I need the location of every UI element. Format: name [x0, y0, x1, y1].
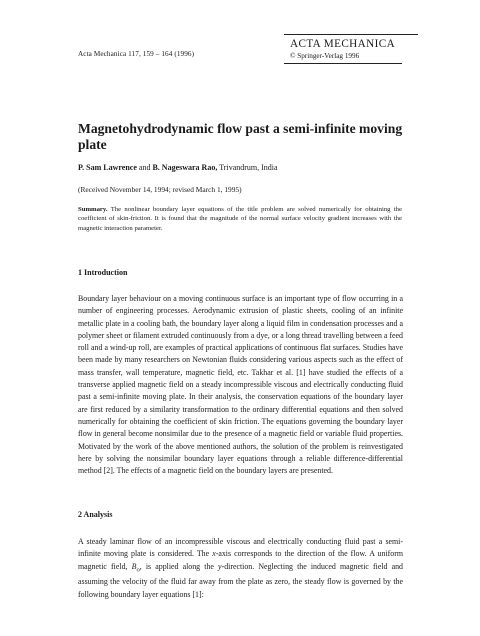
masthead-bottom-rule [284, 63, 402, 64]
author-2: B. Nageswara Rao, [152, 163, 218, 172]
journal-name: ACTA MECHANICA [290, 38, 396, 50]
introduction-paragraph: Boundary layer behaviour on a moving continuous surface is an important type of flow occurring in a number of engineering processes. Aerodynamic extrusion of plastic sheets, cooling of an infinite metallic plate in a cooling bath, the boundary layer along a liquid film in condensation processes and a polymer sheet or filament extruded continuously from a dye, or a long thread travelling between a feed roll and a wind-up roll, are examples of practical applications of continuous flat surfaces. Studies have been made by many researchers on Newtonian fluids considering various aspects such as the effect of mass transfer, wall temperature, magnetic field, etc. Takhar et al. [1] have studied the effects of a transverse applied magnetic field on a steady incompressible viscous and electrically conducting fluid past a semi-infinite moving plate. In their analysis, the conservation equations of the boundary layer are first reduced by a similarity transformation to the ordinary differential equations and then solved numerically for obtaining the coefficient of skin friction. The equations governing the boundary layer flow in general become nonsimilar due to the presence of a magnetic field or variable fluid properties. Motivated by the work of the above mentioned authors, the solution of the problem is reinvestigated here by solving the nonsimilar boundary layer equations through a reliable difference-differential method [2]. The effects of a magnetic field on the boundary layers are presented. [78, 294, 403, 476]
analysis-text-a: A steady laminar flow of an incompressible viscous and electrically conducting fluid past a semi-infinite moving plate is considered. The [78, 537, 403, 559]
summary-text: The nonlinear boundary layer equations of the title problem are solved numerically for obtaining the coefficient of skin-friction. It is found that the magnitude of the normal surface velocity gradient increases with the magnetic interaction parameter. [78, 206, 402, 232]
var-B: B [131, 561, 137, 571]
journal-masthead [284, 34, 418, 64]
section-heading-analysis: 2 Analysis [78, 510, 113, 519]
analysis-paragraph [78, 536, 403, 601]
analysis-text-b: -axis corresponds to the direction of the flow. A uniform magnetic field, [78, 549, 403, 571]
var-y: y [218, 561, 222, 571]
summary-paragraph [78, 205, 402, 233]
received-dates: (Received November 14, 1994; revised March 1, 1995) [78, 185, 242, 194]
analysis-text-c: , is applied along the [139, 561, 219, 571]
copyright-line: © Springer-Verlag 1996 [290, 52, 360, 60]
var-x: x [212, 549, 216, 559]
affiliation: Trivandrum, India [217, 163, 278, 172]
author-join: and [136, 163, 153, 172]
section-heading-introduction: 1 Introduction [78, 268, 128, 277]
summary-label: Summary. [78, 206, 108, 213]
author-1: P. Sam Lawrence [78, 163, 137, 172]
journal-reference: Acta Mechanica 117, 159 – 164 (1996) [78, 50, 195, 58]
paper-title: Magnetohydrodynamic flow past a semi-infinite moving plate [78, 121, 403, 152]
author-line [78, 163, 278, 172]
var-B-subscript: o [136, 566, 140, 574]
analysis-text-d: -direction. Neglecting the induced magnetic field and assuming the velocity of the fluid far away from the plate as zero, the steady flow is governed by the following boundary layer equations [1]: [78, 561, 403, 599]
